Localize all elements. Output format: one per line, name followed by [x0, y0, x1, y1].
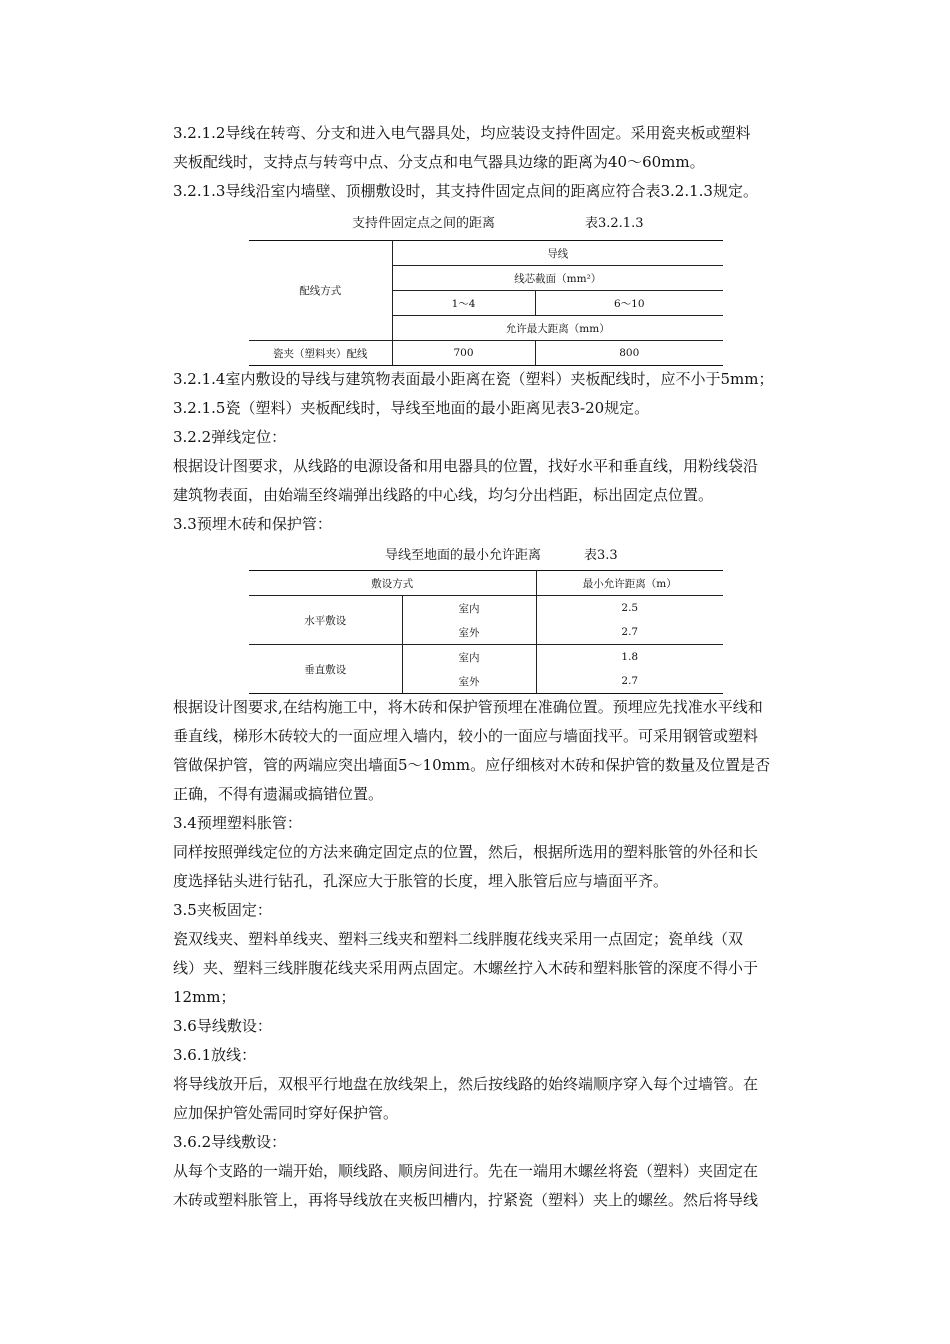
paragraph-line: 垂直线，梯形木砖较大的一面应埋入墙内，较小的一面应与墙面找平。可采用钢管或塑料: [173, 727, 759, 745]
paragraph-line: 12mm；: [173, 988, 236, 1006]
table2-header-method: 敷设方式: [249, 571, 536, 596]
paragraph-line: 度选择钻头进行钻孔，孔深应大于胀管的长度，埋入胀管后应与墙面平齐。: [173, 872, 669, 890]
paragraph-line: 建筑物表面，由始端至终端弹出线路的中心线，均匀分出档距，标出固定点位置。: [173, 486, 714, 504]
table1-header-wiring: 配线方式: [249, 241, 392, 341]
paragraph-line: 线）夹、塑料三线胖腹花线夹采用两点固定。木螺丝拧入木砖和塑料胀管的深度不得小于: [173, 959, 759, 977]
paragraph-line: 3.2.2弹线定位：: [173, 428, 287, 446]
paragraph-line: 3.2.1.2导线在转弯、分支和进入电气器具处，均应装设支持件固定。采用瓷夹板或塑料: [173, 124, 751, 142]
paragraph-line: 根据设计图要求，从线路的电源设备和用电器具的位置，找好水平和垂直线，用粉线袋沿: [173, 457, 759, 475]
table2-value: 2.7: [536, 669, 723, 694]
paragraph-line: 3.4预埋塑料胀管：: [173, 814, 302, 832]
table1-header-cross-section: 线芯截面（mm²）: [392, 266, 723, 291]
table1-header-range-a: 1～4: [392, 291, 535, 316]
table1-value-b: 800: [535, 341, 723, 366]
table2-location: 室外: [402, 669, 536, 694]
table2-value: 1.8: [621, 651, 639, 663]
table2-location: 室内: [402, 596, 536, 621]
table2-location: 室外: [402, 620, 536, 645]
paragraph-line: 木砖或塑料胀管上，再将导线放在夹板凹槽内，拧紧瓷（塑料）夹上的螺丝。然后将导线: [173, 1191, 759, 1209]
table2-value: 2.5: [621, 602, 639, 614]
table2-header-distance: 最小允许距离（m）: [536, 571, 723, 596]
table2-value: 2.7: [536, 620, 723, 645]
paragraph-line: 应加保护管处需同时穿好保护管。: [173, 1104, 399, 1122]
paragraph-line: 3.6导线敷设：: [173, 1017, 272, 1035]
paragraph-line: 3.2.1.3导线沿室内墙壁、顶棚敷设时，其支持件固定点间的距离应符合表3.2.1.3规定。: [173, 182, 758, 200]
table1-caption: 支持件固定点之间的距离: [352, 216, 496, 231]
table-min-ground-distance: [249, 570, 723, 694]
paragraph-line: 3.2.1.4室内敷设的导线与建筑物表面最小距离在瓷（塑料）夹板配线时，应不小于5mm；: [173, 370, 774, 388]
table2-caption: 导线至地面的最小允许距离: [385, 548, 542, 563]
table2-location: 室内: [402, 645, 536, 670]
table1-header-max-distance: 允许最大距离（mm）: [392, 316, 723, 341]
paragraph-line: 管做保护管，管的两端应突出墙面5～10mm。应仔细核对木砖和保护管的数量及位置是否: [173, 756, 771, 774]
paragraph-line: 3.2.1.5瓷（塑料）夹板配线时，导线至地面的最小距离见表3-20规定。: [173, 399, 650, 417]
table2-method: 水平敷设: [249, 596, 402, 645]
paragraph-line: 3.6.2导线敷设：: [173, 1133, 287, 1151]
paragraph-line: 将导线放开后，双根平行地盘在放线架上，然后按线路的始终端顺序穿入每个过墙管。在: [173, 1075, 759, 1093]
paragraph-line: 正确，不得有遗漏或搞错位置。: [173, 785, 384, 803]
paragraph-line: 同样按照弹线定位的方法来确定固定点的位置，然后，根据所选用的塑料胀管的外径和长: [173, 843, 759, 861]
table1-number: 表3.2.1.3: [585, 216, 644, 231]
table-support-distance: [249, 240, 723, 366]
paragraph-line: 3.5夹板固定：: [173, 901, 272, 919]
table1-header-range-b: 6～10: [535, 291, 723, 316]
table2-method: 垂直敷设: [249, 645, 402, 694]
table1-row-label: 瓷夹（塑料夹）配线: [249, 341, 392, 366]
paragraph-line: 夹板配线时，支持点与转弯中点、分支点和电气器具边缘的距离为40～60mm。: [173, 153, 705, 171]
paragraph-line: 从每个支路的一端开始，顺线路、顺房间进行。先在一端用木螺丝将瓷（塑料）夹固定在: [173, 1162, 759, 1180]
table1-header-conductor: 导线: [392, 241, 723, 266]
table2-number: 表3.3: [584, 548, 618, 563]
table1-value-a: 700: [392, 341, 535, 366]
paragraph-line: 瓷双线夹、塑料单线夹、塑料三线夹和塑料二线胖腹花线夹采用一点固定；瓷单线（双: [173, 930, 744, 948]
paragraph-line: 根据设计图要求,在结构施工中，将木砖和保护管预埋在准确位置。预埋应先找准水平线和: [173, 698, 763, 716]
paragraph-line: 3.6.1放线：: [173, 1046, 257, 1064]
paragraph-line: 3.3预埋木砖和保护管：: [173, 515, 332, 533]
